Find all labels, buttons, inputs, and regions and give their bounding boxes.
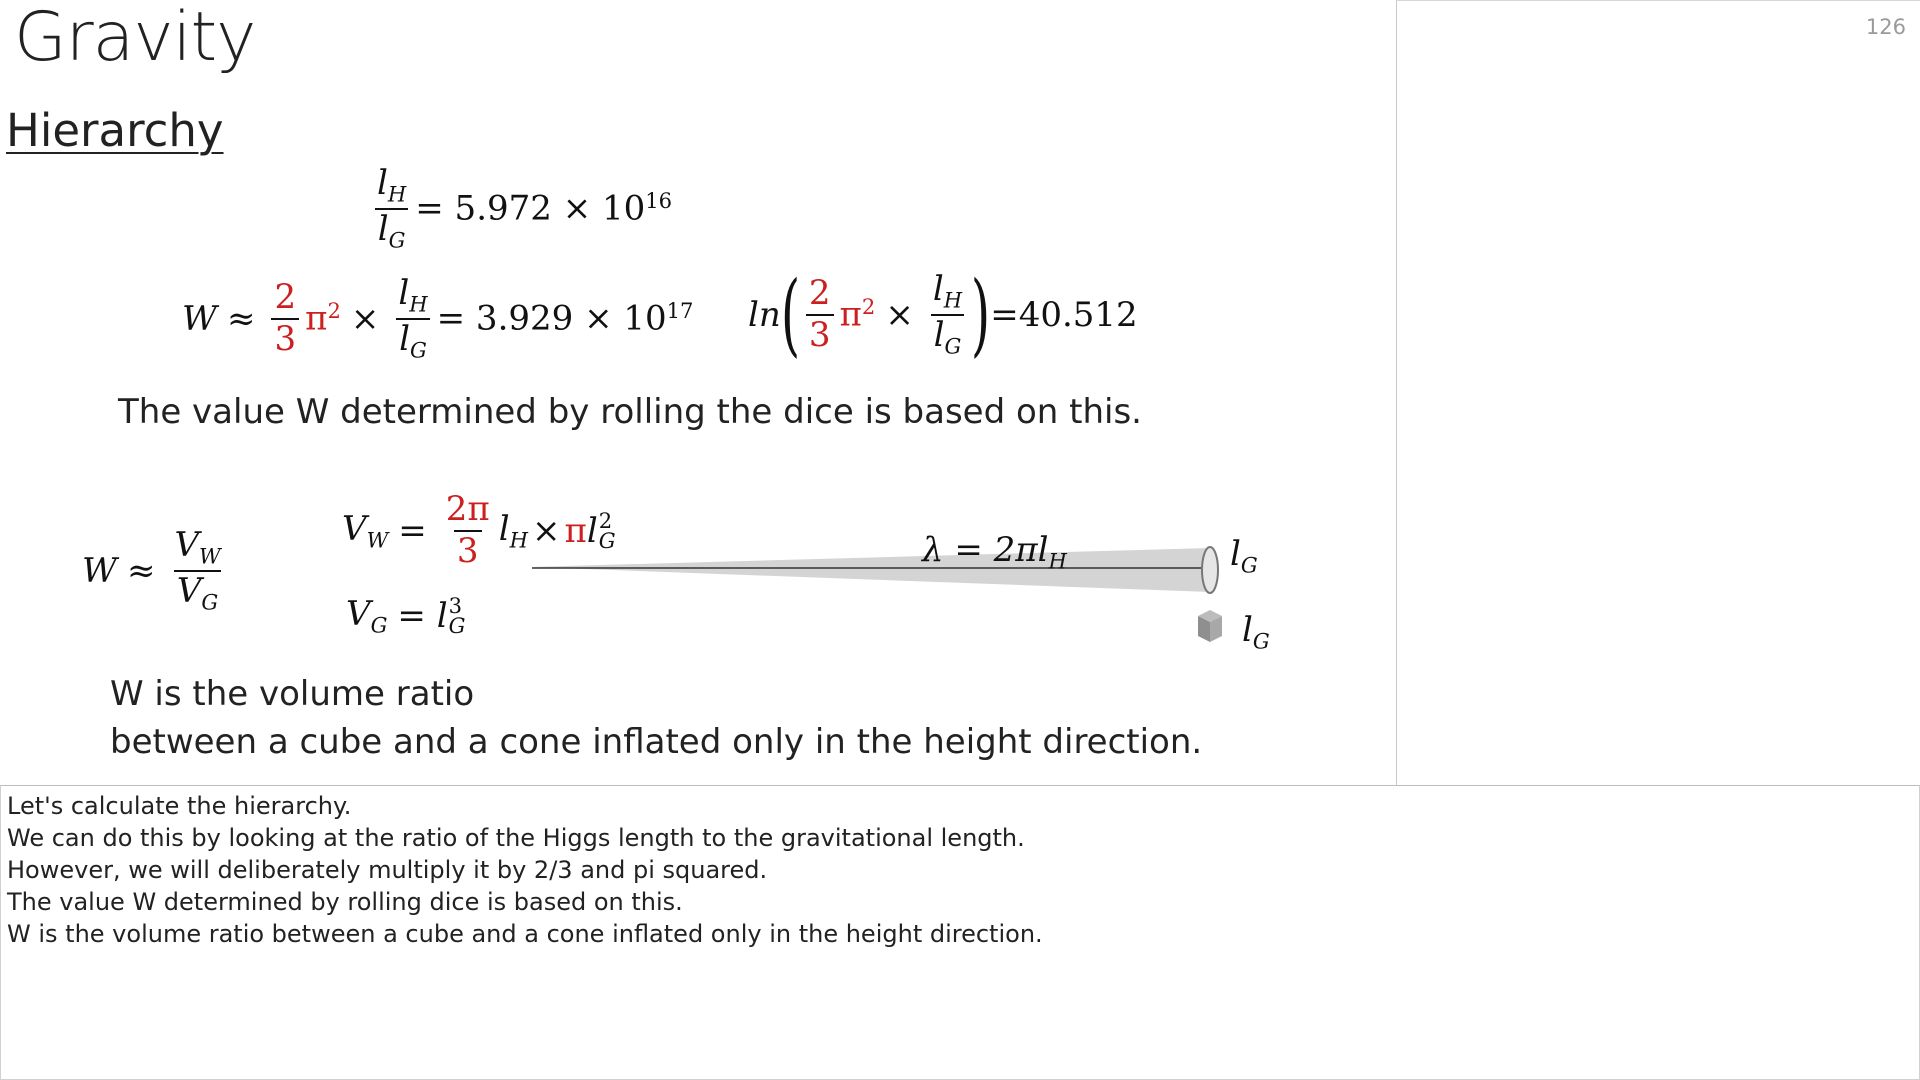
lambda-label: $\lambda = 2\pi l_H$ (922, 530, 1067, 574)
fraction-two-pi-thirds: $\frac{2\pi}{3}$ (445, 489, 490, 571)
notes-line: Let's calculate the hierarchy. (7, 792, 352, 820)
caption-volume-ratio: W is the volume ratio (110, 674, 475, 714)
cone-shape (530, 548, 1210, 592)
cone-cube-diagram (520, 530, 1280, 660)
caption-dice: The value W determined by rolling the dice is based on this. (118, 392, 1142, 432)
fraction-two-thirds: $\frac{2}{3}$ (271, 280, 299, 357)
slide-title: Gravity (14, 0, 256, 77)
equation-cube-volume: $V_G$ = l 3 G (346, 592, 466, 638)
fraction-lh-lg: $\frac{l_H}{l_G}$ (374, 166, 409, 251)
side-panel (1396, 0, 1920, 785)
notes-line: We can do this by looking at the ratio of the Higgs length to the gravitational length. (7, 824, 1025, 852)
equation-log-value: =40.512 (990, 294, 1138, 335)
caption-cone-description: between a cube and a cone inflated only in the height direction. (110, 722, 1203, 762)
fraction-vw-vg: $\frac{V_W}{V_G}$ (174, 525, 221, 614)
fraction-two-thirds: $\frac{2}{3}$ (806, 276, 834, 353)
equation-volume-ratio: W ≈ $\frac{V_W}{V_G}$ (82, 528, 230, 613)
fraction-lh-lg: $\frac{l_H}{l_G}$ (930, 272, 965, 357)
notes-line: W is the volume ratio between a cube and a cone inflated only in the height direction. (7, 920, 1043, 948)
equation-w-approx: W ≈ $\frac{2}{3}$ $\pi^2$ × $\frac{l_H}{l_G}$ = $3.929 \times 10^{17}$ (182, 273, 694, 362)
cube-shape (1198, 610, 1222, 642)
cube-side-label: $l_G$ (1242, 610, 1270, 654)
cone-illustration (520, 530, 1280, 660)
equation-cone-volume: $V_W$ = $\frac{2\pi}{3}$ $l_H$ × π l 2 G (342, 489, 616, 571)
notes-line: However, we will deliberately multiply it by 2/3 and pi squared. (7, 856, 768, 884)
equation-ratio (368, 163, 673, 252)
fraction-lh-lg: $\frac{l_H}{l_G}$ (395, 276, 430, 361)
section-heading: Hierarchy (6, 104, 224, 157)
cone-base-ellipse (1202, 547, 1218, 593)
equation-ratio-value: = $5.972 \times 10^{16}$ (415, 188, 673, 229)
equation-w-value: = $3.929 \times 10^{17}$ (436, 298, 694, 339)
speaker-notes-pane[interactable] (0, 785, 1920, 1080)
page-number: 126 (1865, 15, 1906, 39)
notes-line: The value W determined by rolling dice is based on this. (7, 888, 683, 916)
equation-log: ln ( $\frac{2}{3}$ $\pi^2$ × $\frac{l_H}{l_G}$ ) =40.512 (748, 261, 1138, 367)
cone-radius-label: $l_G$ (1230, 534, 1258, 578)
